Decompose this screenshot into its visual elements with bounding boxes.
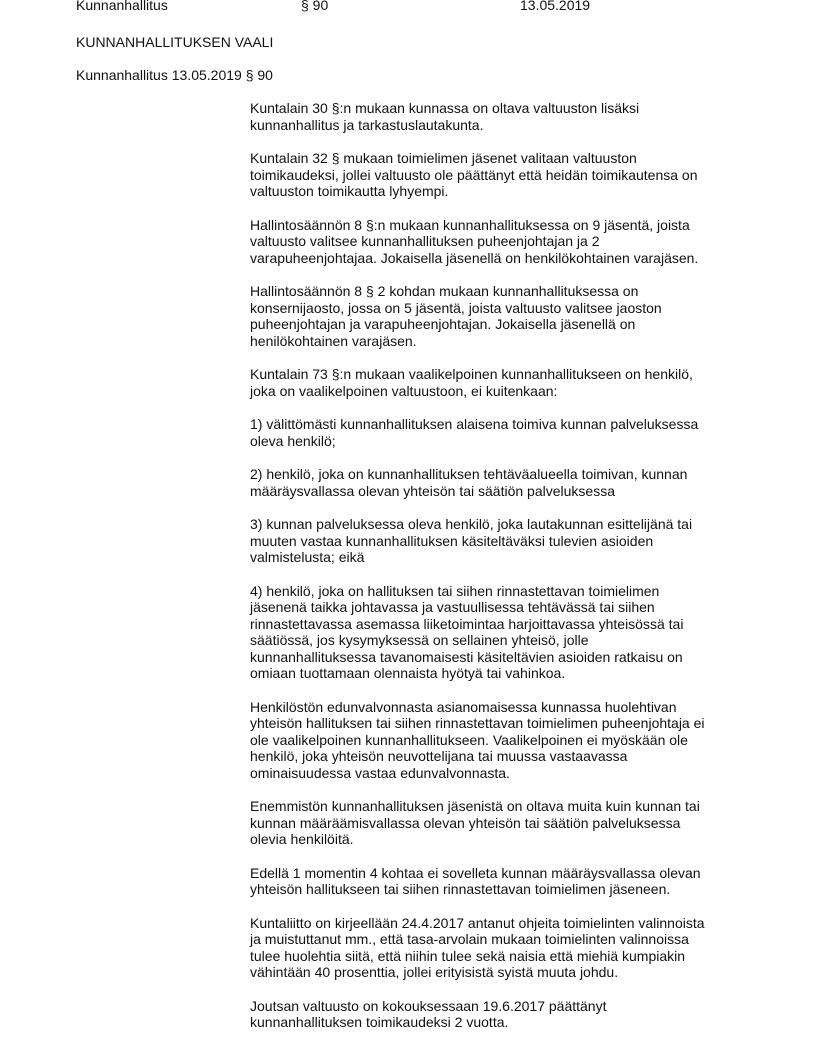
paragraph: Joutsan valtuusto on kokouksessaan 19.6.2017 päättänyt kunnanhallituksen toimikaudeksi 2 vuotta. <box>250 997 607 1030</box>
header-organ: Kunnanhallitus <box>76 0 168 13</box>
paragraph: Enemmistön kunnanhallituksen jäsenistä on oltava muita kuin kunnan tai kunnan määräämisvallassa olevan yhteisön tai säätiön palveluksessa olevia henkilöitä. <box>250 798 700 847</box>
list-item: 4) henkilö, joka on hallituksen tai siihen rinnastettavan toimielimen jäsenenä taikka johtavassa ja vastuullisessa tehtävässä tai siihen rinnastettavassa asemassa liiketoimintaa harjoittavassa yhteisössä tai säätiössä, jos kysymyksessä on sellainen yhteisö, jolle kunnanhallituksessa tavanomaisesti käsiteltävien asioiden ratkaisu on omiaan tuottamaan olennaista hyötyä tai vahinkoa. <box>250 582 684 681</box>
list-item: 2) henkilö, joka on kunnanhallituksen tehtäväalueella toimivan, kunnan määräysvallassa olevan yhteisön tai säätiön palveluksessa <box>250 466 688 499</box>
meeting-reference: Kunnanhallitus 13.05.2019 § 90 <box>76 67 273 83</box>
document-title: KUNNANHALLITUKSEN VAALI <box>76 34 274 50</box>
paragraph: Hallintosäännön 8 §:n mukaan kunnanhallituksessa on 9 jäsentä, joista valtuusto valitsee kunnanhallituksen puheenjohtajan ja 2 varapuheenjohtajaa. Jokaisella jäsenellä on henkilökohtainen varajäsen. <box>250 216 699 266</box>
header-date: 13.05.2019 <box>520 0 591 13</box>
paragraph: Kuntalain 30 §:n mukaan kunnassa on oltava valtuuston lisäksi kunnanhallitus ja tarkastuslautakunta. <box>250 100 640 133</box>
list-item: 1) välittömästi kunnanhallituksen alaisena toimiva kunnan palveluksessa oleva henkilö; <box>250 416 699 449</box>
paragraph: Edellä 1 momentin 4 kohtaa ei sovelleta kunnan määräysvallassa olevan yhteisön hallitukseen tai siihen rinnastettavan toimielimen jäseneen. <box>250 864 701 897</box>
paragraph: Hallintosäännön 8 § 2 kohdan mukaan kunnanhallituksessa on konsernijaosto, jossa on 5 jäsentä, joista valtuusto valitsee jaoston puheenjohtajan ja varapuheenjohtajan. Jokaisella jäsenellä on henilökohtainen varajäsen. <box>250 283 662 349</box>
list-item: 3) kunnan palveluksessa oleva henkilö, joka lautakunnan esittelijänä tai muuten vastaa kunnanhallituksen käsiteltäväksi tulevien asioiden valmistelusta; eikä <box>250 516 693 565</box>
header-section-number: § 90 <box>301 0 329 13</box>
paragraph: Kuntalain 32 § mukaan toimielimen jäsenet valitaan valtuuston toimikaudeksi, jollei valtuusto ole päättänyt että heidän toimikautensa on valtuuston toimikautta lyhyempi. <box>250 150 698 199</box>
paragraph: Henkilöstön edunvalvonnasta asianomaisessa kunnassa huolehtivan yhteisön hallituksen tai siihen rinnastettavan toimielimen puheenjohtaja ei ole vaalikelpoinen kunnanhallitukseen. Vaalikelpoinen ei myöskään ole henkilö, joka yhteisön neuvottelijana tai muussa vastaavassa ominaisuudessa vastaa edunvalvonnasta. <box>250 698 705 781</box>
paragraph: Kuntaliitto on kirjeellään 24.4.2017 antanut ohjeita toimielinten valinnoista ja muistuttanut mm., että tasa-arvolain mukaan toimielinten valinnoissa tulee huolehtia siitä, että niihin tulee sekä naisia että miehiä kumpiakin vähintään 40 prosenttia, jollei erityisistä syistä muuta johdu. <box>250 914 705 980</box>
document-body <box>250 100 750 1048</box>
paragraph: Kuntalain 73 §:n mukaan vaalikelpoinen kunnanhallitukseen on henkilö, joka on vaalikelpoinen valtuustoon, ei kuitenkaan: <box>250 366 693 399</box>
